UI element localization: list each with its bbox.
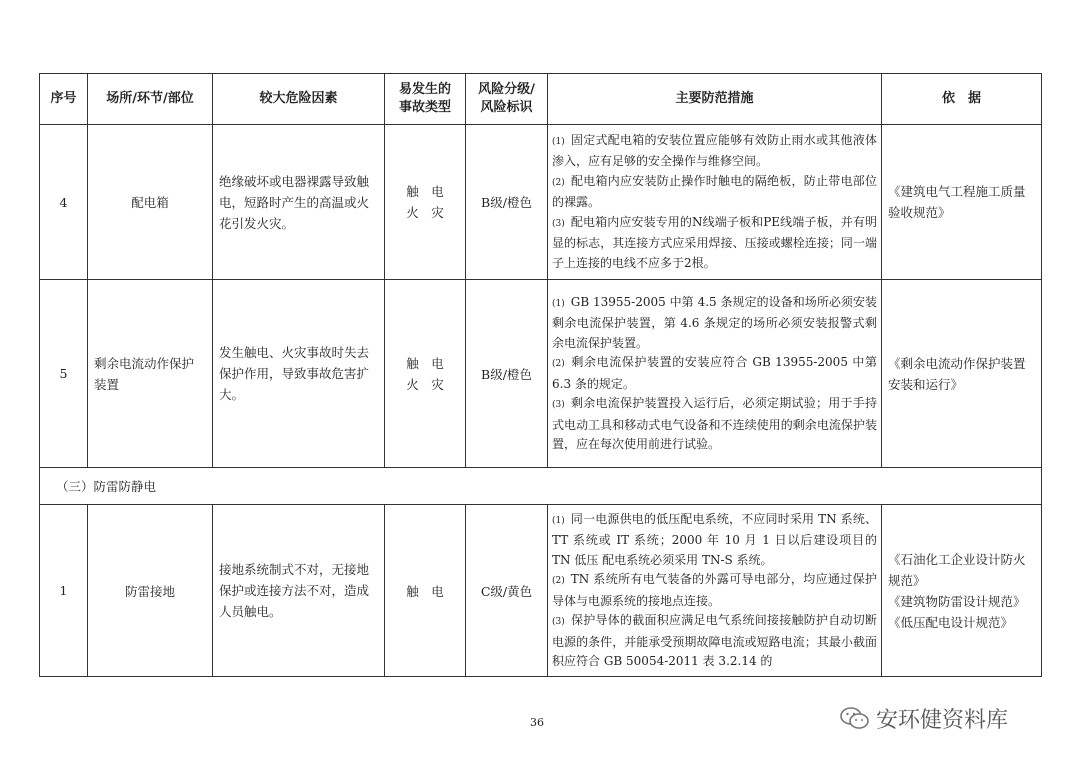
row-accident: 触 电 火 灾 (385, 125, 466, 280)
watermark (840, 703, 1008, 734)
row-place: 配电箱 (88, 125, 213, 280)
row-accident: 触 电 (385, 505, 466, 677)
table-row (40, 280, 1042, 468)
row-level: C级/黄色 (466, 505, 548, 677)
row-hazard: 绝缘破坏或电器裸露导致触电，短路时产生的高温或火花引发火灾。 (213, 125, 385, 280)
risk-table (39, 73, 1042, 677)
measure-item: (1) 固定式配电箱的安装位置应能够有效防止雨水或其他液体渗入，应有足够的安全操作与维修空间。 (552, 132, 877, 169)
measure-item: (1) GB 13955-2005 中第 4.5 条规定的设备和场所必须安装剩余电流保护装置，第 4.6 条规定的场所必须安装报警式剩余电流保护装置。 (552, 294, 877, 350)
row-no: 4 (40, 125, 88, 280)
row-basis: 《石油化工企业设计防火规范》 《建筑物防雷设计规范》 《低压配电设计规范》 (882, 505, 1042, 677)
row-no: 1 (40, 505, 88, 677)
row-basis: 《建筑电气工程施工质量验收规范》 (882, 125, 1042, 280)
measure-item: (2) 剩余电流保护装置的安装应符合 GB 13955-2005 中第 6.3 条的规定。 (552, 355, 877, 391)
row-hazard: 接地系统制式不对，无接地保护或连接方法不对，造成人员触电。 (213, 505, 385, 677)
measure-item: (3) 保护导体的截面积应满足电气系统间接接触防护自动切断电源的条件，并能承受预期故障电流或短路电流；其最小截面积应符合 GB 50054-2011 表 3.2.14 的 (552, 613, 877, 668)
measure-item: (3) 配电箱内应安装专用的N线端子板和PE线端子板，并有明显的标志，其连接方式应采用焊接、压接或螺栓连接；同一端子上连接的电线不应多于2根。 (552, 214, 877, 270)
header-no: 序号 (40, 74, 88, 125)
section-row (40, 468, 1042, 505)
table-header-row (40, 74, 1042, 125)
row-measures (548, 125, 882, 280)
row-level: B级/橙色 (466, 280, 548, 468)
row-measures (548, 505, 882, 677)
header-accident: 易发生的 事故类型 (385, 74, 466, 125)
section-title: （三）防雷防静电 (40, 468, 1042, 505)
header-basis: 依 据 (882, 74, 1042, 125)
header-level: 风险分级/ 风险标识 (466, 74, 548, 125)
watermark-text: 安环健资料库 (876, 708, 1009, 733)
row-measures (548, 280, 882, 468)
table-row (40, 505, 1042, 677)
measure-item: (2) 配电箱内应安装防止操作时触电的隔绝板，防止带电部位的裸露。 (552, 173, 877, 210)
table-row (40, 125, 1042, 280)
measure-item: (2) TN 系统所有电气装备的外露可导电部分，均应通过保护导体与电源系统的接地点连接。 (552, 572, 877, 608)
row-hazard: 发生触电、火灾事故时失去保护作用，导致事故危害扩大。 (213, 280, 385, 468)
page-number: 36 (530, 716, 544, 729)
header-measures: 主要防范措施 (548, 74, 882, 125)
row-level: B级/橙色 (466, 125, 548, 280)
row-place: 防雷接地 (88, 505, 213, 677)
measure-item: (3) 剩余电流保护装置投入运行后，必须定期试验；用于手持式电动工具和移动式电气设备和不连续使用的剩余电流保护装置，应在每次使用前进行试验。 (552, 396, 877, 451)
header-place: 场所/环节/部位 (88, 74, 213, 125)
row-accident: 触 电 火 灾 (385, 280, 466, 468)
row-no: 5 (40, 280, 88, 468)
wechat-icon (840, 706, 870, 732)
measure-item: (1) 同一电源供电的低压配电系统，不应同时采用 TN 系统、TT 系统或 IT 系统；2000 年 10 月 1 日以后建设项目的 TN 低压 配电系统必须采用 TN-S 系统。 (552, 511, 877, 567)
row-place: 剩余电流动作保护装置 (88, 280, 213, 468)
header-hazard: 较大危险因素 (213, 74, 385, 125)
row-basis: 《剩余电流动作保护装置安装和运行》 (882, 280, 1042, 468)
